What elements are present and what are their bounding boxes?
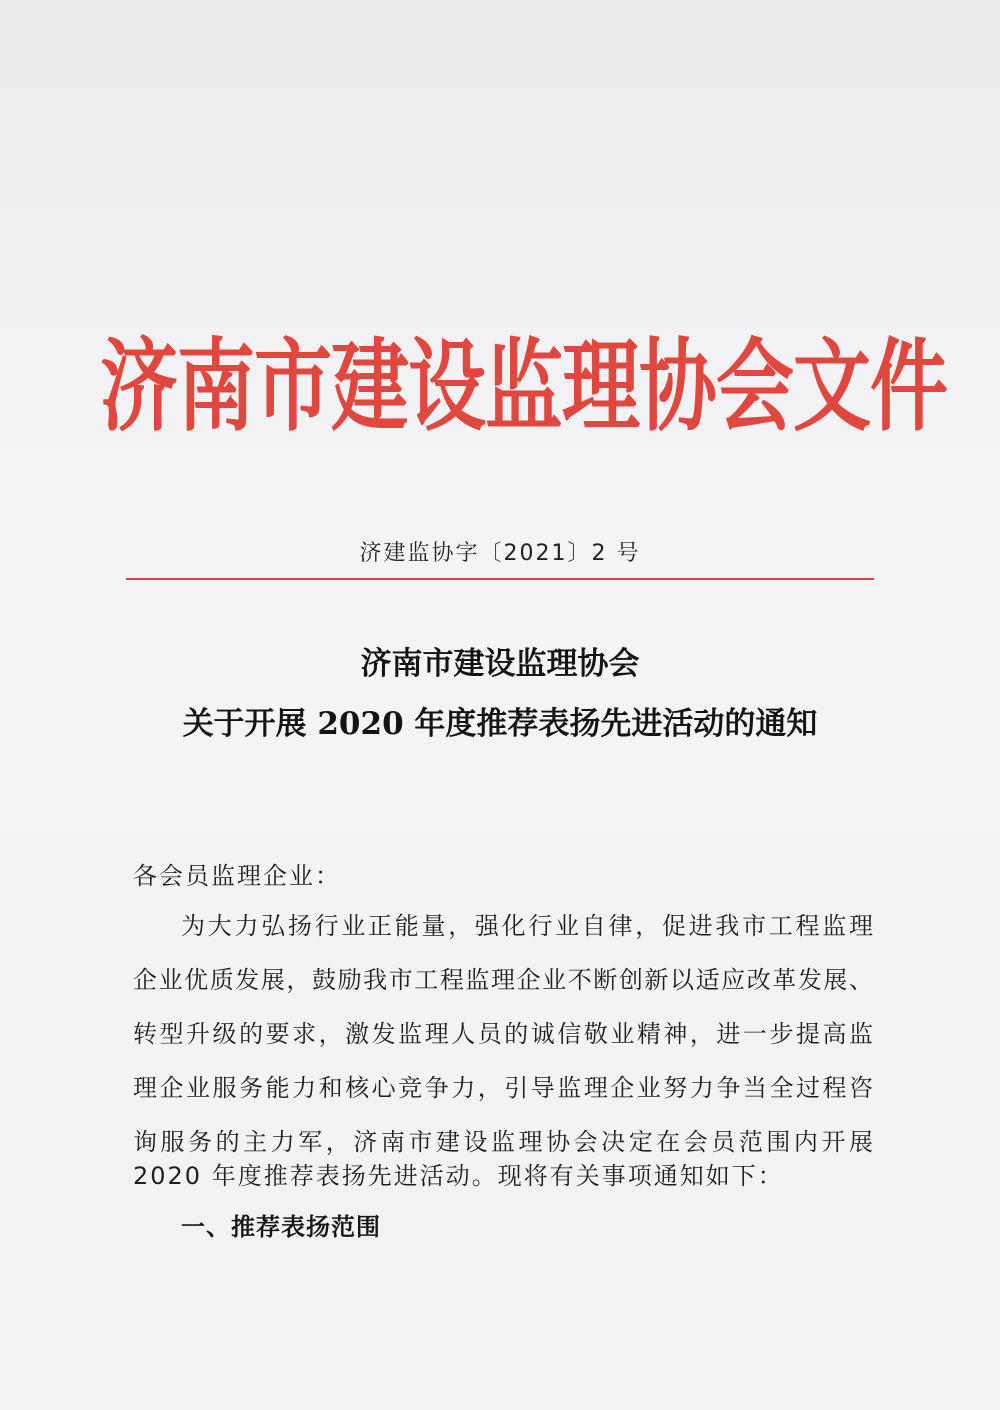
notice-title-line-2: 关于开展 2020 年度推荐表扬先进活动的通知 xyxy=(182,706,818,742)
body-paragraph-line: 为大力弘扬行业正能量，强化行业自律，促进我市工程监理 xyxy=(181,912,873,940)
body-paragraph-line: 企业优质发展，鼓励我市工程监理企业不断创新以适应改革发展、 xyxy=(133,966,873,994)
body-paragraph-line: 询服务的主力军，济南市建设监理协会决定在会员范围内开展 xyxy=(133,1128,873,1156)
section-heading: 一、推荐表扬范围 xyxy=(181,1213,381,1241)
body-paragraph-line: 理企业服务能力和核心竞争力，引导监理企业努力争当全过程咨 xyxy=(133,1074,873,1102)
red-divider-line xyxy=(126,578,874,580)
notice-title-line-1: 济南市建设监理协会 xyxy=(360,646,640,682)
body-paragraph-line: 2020 年度推荐表扬先进活动。现将有关事项通知如下： xyxy=(133,1162,784,1190)
document-header-title: 济南市建设监理协会文件 xyxy=(100,329,948,446)
body-paragraph-line: 转型升级的要求，激发监理人员的诚信敬业精神，进一步提高监 xyxy=(133,1020,873,1048)
salutation: 各会员监理企业： xyxy=(133,862,341,890)
document-number: 济建监协字〔2021〕2 号 xyxy=(359,541,641,566)
